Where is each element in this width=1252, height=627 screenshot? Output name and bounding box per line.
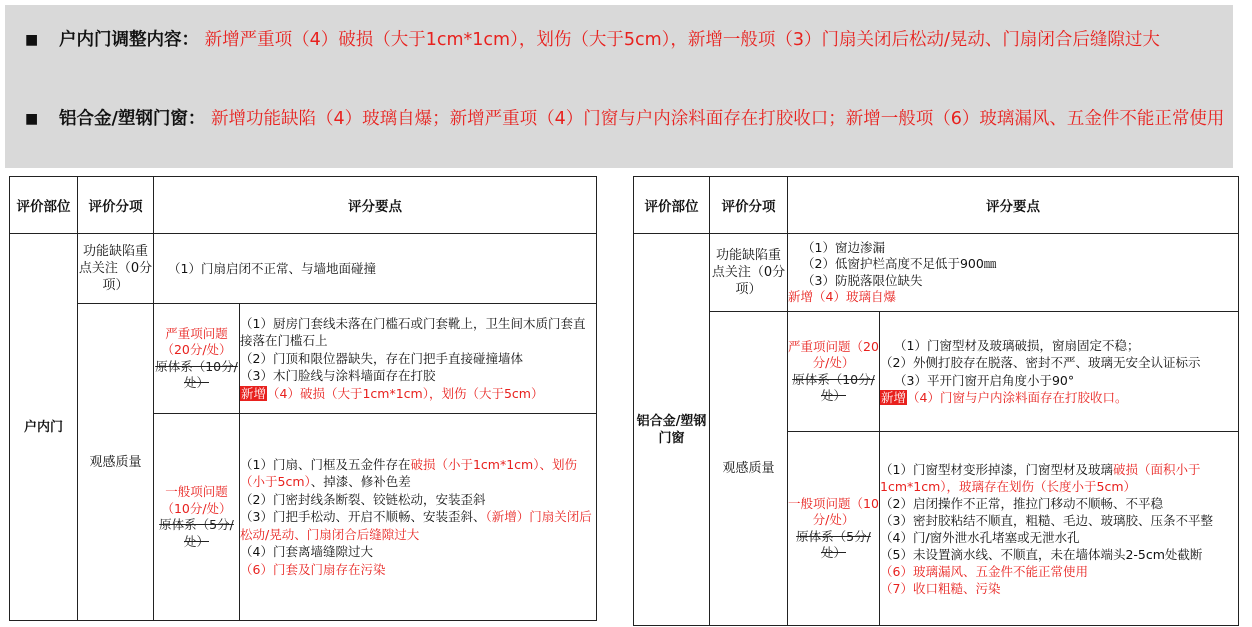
general-line-1b: 破损（小于1cm*1cm）、划伤（小于5cm） <box>240 456 577 490</box>
square-bullet-icon: ■ <box>25 32 39 48</box>
severe-label: 严重项问题（20分/处） <box>788 338 879 370</box>
func-item: 功能缺陷重点关注（0分项） <box>78 234 154 304</box>
quality-item: 观感质量 <box>710 312 788 626</box>
banner-label-door: 户内门调整内容： <box>59 30 199 50</box>
general-label: 一般项问题（10分/处） <box>161 484 232 516</box>
general-category <box>788 432 880 626</box>
banner-text-window: 新增功能缺陷（4）玻璃自爆；新增严重项（4）门窗与户内涂料面存在打胶收口；新增一般项（6）玻璃漏风、五金件不能正常使用 <box>210 109 1225 129</box>
general-line-6: （6）玻璃漏风、五金件不能正常使用 <box>880 563 1088 579</box>
header-points: 评分要点 <box>154 177 597 234</box>
header-points: 评分要点 <box>788 177 1239 234</box>
func-points <box>788 234 1239 312</box>
func-line-2: （2）低窗护栏高度不足低于900㎜ <box>802 256 997 271</box>
general-points <box>880 432 1239 626</box>
quality-item: 观感质量 <box>78 304 154 621</box>
general-line-4: （4）门/窗外泄水孔堵塞或无泄水孔 <box>880 529 1080 545</box>
part-door: 户内门 <box>10 234 78 621</box>
func-text: （1）门扇启闭不正常、与墙地面碰撞 <box>154 234 597 304</box>
general-line-2: （2）门密封线条断裂、铰链松动，安装歪斜 <box>240 491 486 507</box>
header-item: 评价分项 <box>710 177 788 234</box>
severe-line-4: （4）破损（大于1cm*1cm），划伤（大于5cm） <box>267 385 544 401</box>
banner-label-window: 铝合金/塑钢门窗： <box>59 109 206 129</box>
severe-line-1: （1）门窗型材及玻璃破损，窗扇固定不稳； <box>894 337 1140 353</box>
general-line-3: （3）密封胶粘结不顺直，粗糙、毛边、玻璃胶、压条不平整 <box>880 512 1213 528</box>
general-line-1b: 破损（面积小于1cm*1cm），玻璃存在划伤（长度小于5cm） <box>880 461 1201 494</box>
header-item: 评价分项 <box>78 177 154 234</box>
general-line-2: （2）启闭操作不正常，推拉门移动不顺畅、不平稳 <box>880 495 1163 511</box>
severe-line-3: （3）木门脸线与涂料墙面存在打胶 <box>240 368 436 384</box>
general-old-score: 原体系（5分/处） <box>159 517 234 549</box>
header-part: 评价部位 <box>634 177 710 234</box>
general-line-1a: （1）门扇、门框及五金件存在 <box>240 456 411 472</box>
severe-category <box>154 304 240 414</box>
func-item: 功能缺陷重点关注（0分项） <box>710 234 788 312</box>
new-tag: 新增 <box>241 385 267 401</box>
general-line-4: （4）门套离墙缝隙过大 <box>240 544 373 560</box>
part-window: 铝合金/塑钢门窗 <box>634 234 710 626</box>
general-line-3b: （新增）门扇关闭后松动/晃动、门扇闭合后缝隙过大 <box>240 509 592 542</box>
severe-old-score: 原体系（10分/处） <box>792 371 875 403</box>
general-line-1c: 、掉漆、修补色差 <box>310 474 411 490</box>
severe-line-1: （1）厨房门套线未落在门槛石或门套靴上，卫生间木质门套直接落在门槛石上 <box>240 315 586 349</box>
general-old-score: 原体系（5分/处） <box>796 528 871 560</box>
general-line-1a: （1）门窗型材变形掉漆，门窗型材及玻璃 <box>880 461 1113 477</box>
severe-points <box>880 312 1239 432</box>
severe-old-score: 原体系（10分/处） <box>155 358 238 390</box>
general-points <box>240 414 597 621</box>
general-label: 一般项问题（10分/处） <box>788 495 879 527</box>
severe-line-2: （2）门顶和限位器缺失，存在门把手直接碰撞墙体 <box>240 350 523 366</box>
general-line-6: （6）门套及门扇存在污染 <box>240 561 386 577</box>
general-line-3a: （3）门把手松动、开启不顺畅、安装歪斜、 <box>240 509 486 525</box>
severe-points <box>240 304 597 414</box>
severe-category <box>788 312 880 432</box>
general-category <box>154 414 240 621</box>
general-line-7: （7）收口粗糙、污染 <box>880 580 1001 596</box>
func-line-3: （3）防脱落限位缺失 <box>802 272 923 288</box>
banner-text-door: 新增严重项（4）破损（大于1cm*1cm），划伤（大于5cm），新增一般项（3）门扇关闭后松动/晃动、门扇闭合后缝隙过大 <box>204 30 1160 50</box>
severe-label: 严重项问题（20分/处） <box>161 325 232 357</box>
summary-banner <box>5 5 1233 168</box>
func-line-1: （1）窗边渗漏 <box>802 239 885 255</box>
general-line-5: （5）未设置滴水线、不顺直，未在墙体端头2-5cm处截断 <box>880 546 1203 562</box>
severe-line-4: （4）门窗与户内涂料面存在打胶收口。 <box>907 390 1128 405</box>
new-tag: 新增 <box>881 390 907 405</box>
severe-line-2: （2）外侧打胶存在脱落、密封不严、玻璃无安全认证标示 <box>880 355 1201 370</box>
square-bullet-icon: ■ <box>25 111 39 127</box>
header-part: 评价部位 <box>10 177 78 234</box>
severe-line-3: （3）平开门窗开启角度小于90° <box>894 372 1075 388</box>
window-table <box>633 176 1239 626</box>
door-table <box>9 176 597 621</box>
func-line-4: 新增（4）玻璃自爆 <box>788 289 896 304</box>
